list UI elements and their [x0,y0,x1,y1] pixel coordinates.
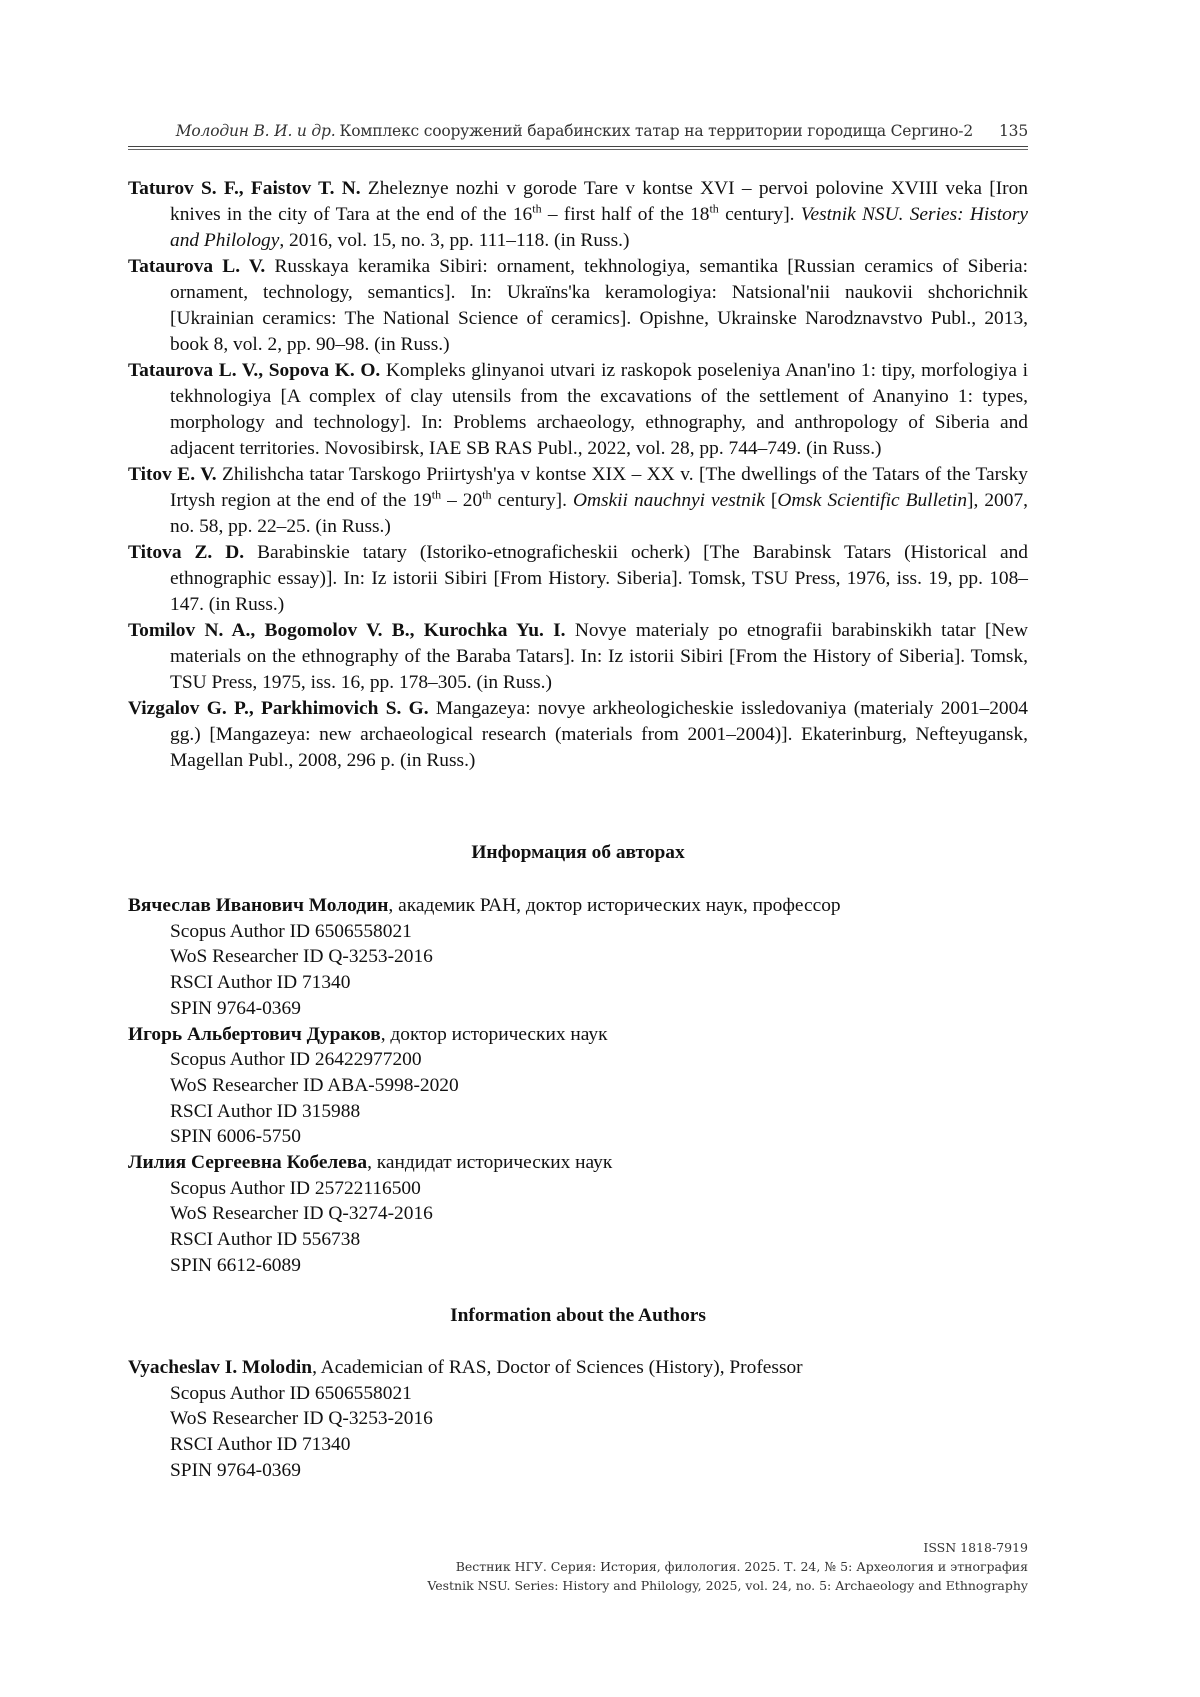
author-id: SPIN 6612-6089 [170,1254,301,1276]
footer-journal-en: Vestnik NSU. Series: History and Philology, 2025, vol. 24, no. 5: Archaeology and Ethnography [427,1578,1028,1593]
author-id: WoS Researcher ID ABA-5998-2020 [170,1074,459,1096]
reference-text: [ [764,490,778,511]
author-line [128,893,1028,919]
reference-text: century]. [491,490,573,511]
author-id: RSCI Author ID 315988 [170,1100,361,1122]
reference-authors: Taturov S. F., Faistov T. N. [128,178,361,199]
footer-issn: ISSN 1818-7919 [923,1540,1028,1555]
author-id: Scopus Author ID 6506558021 [170,920,412,942]
reference-item [128,462,1028,540]
section-title-ru: Информация об авторах [471,842,685,863]
reference-authors: Tataurova L. V. [128,256,266,277]
superscript: th [482,487,492,502]
reference-authors: Tataurova L. V., Sopova K. O. [128,360,381,381]
reference-item [128,358,1028,462]
reference-item [128,540,1028,618]
author-id: WoS Researcher ID Q-3253-2016 [170,946,433,968]
header-authors: Молодин В. И. и др. [175,122,336,140]
reference-text: Novye materialy po etnografii barabinskikh tatar [New materials on the ethnography of the Baraba Tatars]. In: Iz istorii Sibiri [From the History of Siberia]. Tomsk, TSU Press, 1975, iss. 16, pp. 178–305. (in Russ.) [170,620,1029,693]
author-id: RSCI Author ID 71340 [170,972,351,994]
page-footer [128,1538,1028,1595]
author-name: Vyacheslav I. Molodin [128,1357,313,1378]
reference-journal: Omskii nauchnyi vestnik [573,490,765,511]
page-number: 135 [999,122,1028,140]
author-id: WoS Researcher ID Q-3274-2016 [170,1203,433,1225]
superscript: th [709,201,719,216]
author-id: Scopus Author ID 6506558021 [170,1382,412,1404]
author-id: WoS Researcher ID Q-3253-2016 [170,1408,433,1430]
reference-journal: Omsk Scientific Bulletin [777,490,968,511]
header-title: Комплекс сооружений барабинских татар на территории городища Сергино-2 [339,122,973,140]
author-id: RSCI Author ID 71340 [170,1434,351,1456]
header-rule [128,146,1028,147]
reference-text: ], 2007, no. 58, pp. 22–25. (in Russ.) [170,490,1028,537]
reference-text: Barabinskie tatary (Istoriko-etnograficheskii ocherk) [The Barabinsk Tatars (Historical and ethnographic essay)]. In: Iz istorii Sibiri [From History. Siberia]. Tomsk, TSU Press, 1976, iss. 19, pp. 108–147. (in Russ.) [170,542,1029,615]
author-line [128,1022,1028,1048]
author-id: SPIN 9764-0369 [170,1459,301,1481]
reference-text: Mangazeya: novye arkheologicheskie issledovaniya (materialy 2001–2004 gg.) [Mangazeya: new archaeological research (materials from 2001–2004)]. Ekaterinburg, Nefteyugansk, Magellan Publ., 2008, 296 p. (in Russ.) [170,698,1028,771]
page [128,0,1028,1697]
reference-authors: Titova Z. D. [128,542,245,563]
running-header [128,122,1028,140]
author-name: Лилия Сергеевна Кобелева [128,1152,368,1174]
superscript: th [431,487,442,502]
reference-text: – 20 [441,490,483,511]
author-id: Scopus Author ID 26422977200 [170,1049,422,1071]
reference-text: century]. [718,204,801,225]
reference-item [128,618,1028,696]
reference-list [128,176,1028,774]
author-description: , доктор исторических наук [380,1023,608,1045]
reference-item [128,696,1028,774]
authors-info-en [128,1355,1028,1484]
author-description: , Academician of RAS, Doctor of Sciences (History), Professor [312,1357,803,1378]
author-name: Вячеслав Иванович Молодин [128,895,389,916]
reference-text: – first half of the 18 [541,204,710,225]
author-name: Игорь Альбертович Дураков [128,1023,381,1045]
author-id: RSCI Author ID 556738 [170,1229,361,1251]
reference-text: , 2016, vol. 15, no. 3, pp. 111–118. (in Russ.) [279,230,630,251]
author-line [128,1355,1028,1381]
reference-item [128,176,1028,254]
section-title-en: Information about the Authors [450,1305,706,1326]
reference-authors: Vizgalov G. P., Parkhimovich S. G. [128,698,429,719]
author-id: SPIN 6006-5750 [170,1126,301,1148]
author-description: , кандидат исторических наук [367,1152,613,1174]
reference-text: Kompleks glinyanoi utvari iz raskopok poseleniya Anan'ino 1: tipy, morfologiya i tekhnologiya [A complex of clay utensils from the excavations of the settlement of Ananyino 1: types, morphology and technology]. In: Problems archaeology, ethnography, and anthropology of Siberia and adjacent territories. Novosibirsk, IAE SB RAS Publ., 2022, vol. 28, pp. 744–749. (in Russ.) [170,360,1028,459]
author-line [128,1150,1028,1176]
author-id: Scopus Author ID 25722116500 [170,1177,421,1199]
reference-authors: Titov E. V. [128,464,217,485]
reference-text: Russkaya keramika Sibiri: ornament, tekhnologiya, semantika [Russian ceramics of Siberia: ornament, technology, semantics]. In: Ukraïns'ka keramologiya: Natsional'nii naukovii shchorichnik [Ukrainian ceramics: The National Science of ceramics]. Opishne, Ukrainske Narodznavstvo Publ., 2013, book 8, vol. 2, pp. 90–98. (in Russ.) [170,256,1028,355]
author-id: SPIN 9764-0369 [170,997,301,1019]
superscript: th [532,201,542,216]
header-rule-thin [128,149,1028,150]
authors-info-ru [128,893,1028,1279]
reference-text: Zheleznye nozhi v gorode Tare v kontse XVI – pervoi polovine XVIII veka [Iron knives in the city of Tara at the end of the 16 [170,178,1028,225]
author-description: , академик РАН, доктор исторических наук, профессор [388,895,841,916]
reference-journal: Vestnik NSU. Series: History and Philology [170,204,1028,251]
reference-text: Zhilishcha tatar Tarskogo Priirtysh'ya v kontse XIX – XX v. [The dwellings of the Tatars of the Tarsky Irtysh region at the end of the 19 [170,464,1028,511]
reference-item [128,254,1028,358]
footer-journal-ru: Вестник НГУ. Серия: История, филология. 2025. Т. 24, № 5: Археология и этнография [455,1559,1028,1574]
reference-authors: Tomilov N. A., Bogomolov V. B., Kurochka Yu. I. [128,620,566,641]
